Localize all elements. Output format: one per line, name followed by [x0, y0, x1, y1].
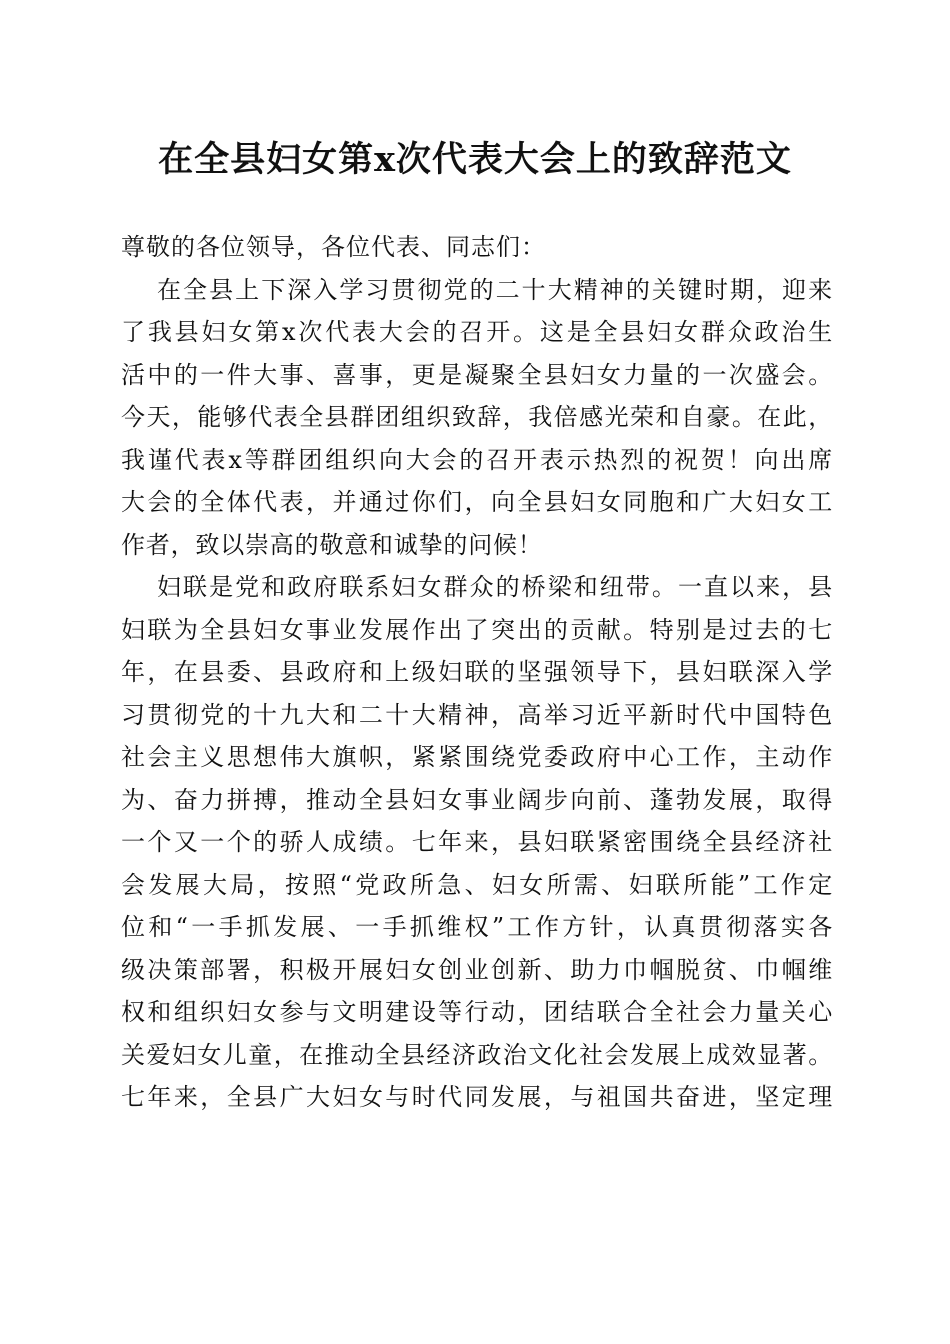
paragraph-2 — [121, 566, 833, 1119]
paragraph-line: 习贯彻党的十九大和二十大精神，高举习近平新时代中国特色 — [121, 700, 833, 729]
paragraph-line: 大会的全体代表，并通过你们，向全县妇女同胞和广大妇女工 — [121, 488, 833, 516]
document-body — [121, 226, 833, 1119]
paragraph-line: 在全县上下深入学习贯彻党的二十大精神的关键时期，迎来 — [157, 275, 833, 304]
paragraph-line: 社会主义思想伟大旗帜，紧紧围绕党委政府中心工作，主动作 — [121, 743, 833, 771]
paragraph-line: 妇联是党和政府联系妇女群众的桥梁和纽带。一直以来，县 — [157, 573, 833, 601]
paragraph-line: 我谨代表x等群团组织向大会的召开表示热烈的祝贺！向出席 — [121, 445, 833, 474]
paragraph-line: 活中的一件大事、喜事，更是凝聚全县妇女力量的一次盛会。 — [121, 360, 833, 389]
document-title: 在全县妇女第x次代表大会上的致辞范文 — [158, 139, 792, 180]
paragraph-line: 了我县妇女第x次代表大会的召开。这是全县妇女群众政治生 — [121, 318, 833, 346]
paragraph-line: 年，在县委、县政府和上级妇联的坚强领导下，县妇联深入学 — [121, 658, 833, 686]
paragraph-line: 作者，致以崇高的敬意和诚挚的问候！ — [121, 530, 543, 559]
salutation: 尊敬的各位领导，各位代表、同志们： — [121, 233, 546, 261]
paragraph-line: 为、奋力拼搏，推动全县妇女事业阔步向前、蓬勃发展，取得 — [121, 785, 833, 814]
paragraph-line: 位和“一手抓发展、一手抓维权”工作方针，认真贯彻落实各 — [121, 913, 833, 941]
paragraph-line: 权和组织妇女参与文明建设等行动，团结联合全社会力量关心 — [121, 998, 833, 1026]
paragraph-line: 七年来，全县广大妇女与时代同发展，与祖国共奋进，坚定理 — [121, 1083, 833, 1111]
paragraph-line: 关爱妇女儿童，在推动全县经济政治文化社会发展上成效显著。 — [121, 1040, 833, 1069]
paragraph-line: 一个又一个的骄人成绩。七年来，县妇联紧密围绕全县经济社 — [121, 828, 833, 856]
paragraph-line: 级决策部署，积极开展妇女创业创新、助力巾帼脱贫、巾帼维 — [121, 955, 833, 984]
paragraph-1 — [121, 269, 833, 567]
paragraph-line: 今天，能够代表全县群团组织致辞，我倍感光荣和自豪。在此， — [121, 403, 833, 431]
paragraph-line: 会发展大局，按照“党政所急、妇女所需、妇联所能”工作定 — [121, 870, 833, 899]
paragraph-line: 妇联为全县妇女事业发展作出了突出的贡献。特别是过去的七 — [121, 615, 833, 644]
